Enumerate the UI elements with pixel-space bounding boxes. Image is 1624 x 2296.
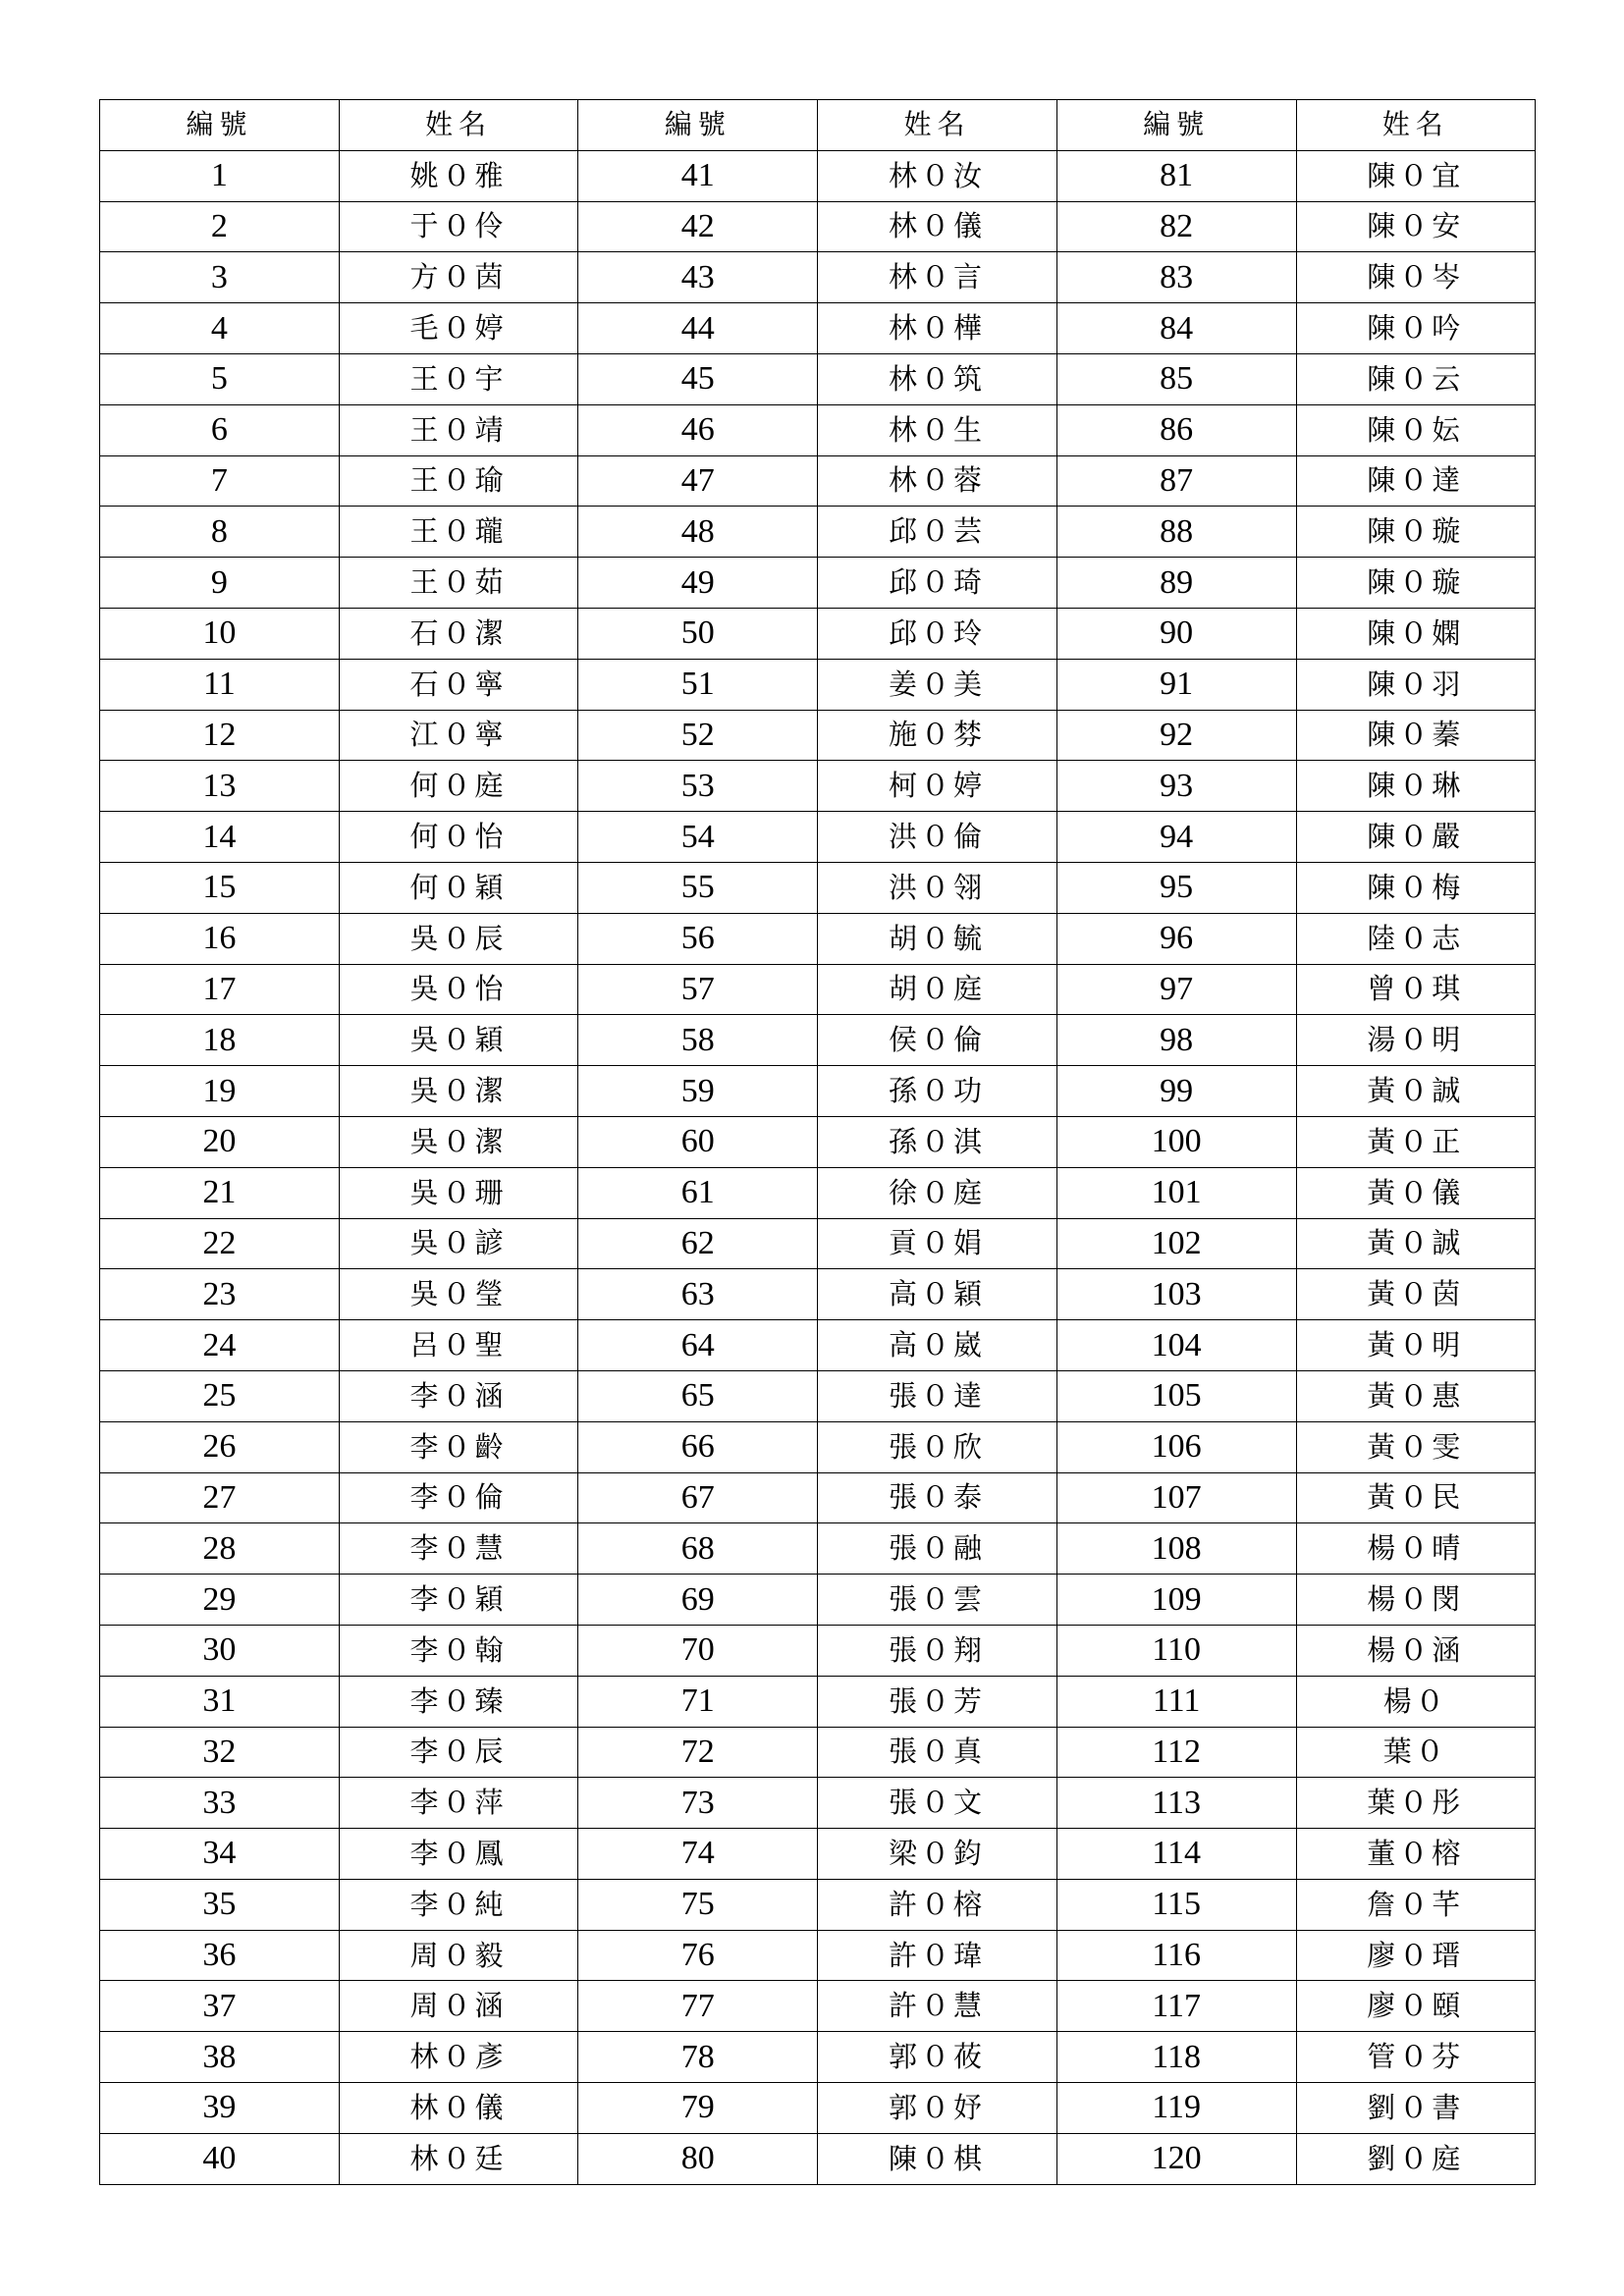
table-row	[100, 1981, 1536, 2032]
cell-number: 53	[578, 761, 818, 812]
cell-name: 曾０琪	[1296, 964, 1535, 1015]
cell-number: 90	[1056, 608, 1296, 659]
cell-name: 劉０書	[1296, 2083, 1535, 2134]
cell-number: 16	[100, 913, 340, 964]
cell-name: 洪０翎	[818, 862, 1057, 913]
table-header	[100, 100, 1536, 151]
cell-number: 69	[578, 1575, 818, 1626]
cell-number: 36	[100, 1930, 340, 1981]
table-row	[100, 913, 1536, 964]
cell-name: 張０達	[818, 1370, 1057, 1421]
cell-number: 120	[1056, 2133, 1296, 2184]
cell-name: 郭０莜	[818, 2032, 1057, 2083]
cell-name: 李０辰	[339, 1727, 578, 1778]
cell-name: 張０文	[818, 1778, 1057, 1829]
cell-number: 17	[100, 964, 340, 1015]
cell-number: 54	[578, 812, 818, 863]
cell-name: 張０翔	[818, 1625, 1057, 1676]
cell-number: 70	[578, 1625, 818, 1676]
cell-number: 55	[578, 862, 818, 913]
cell-number: 33	[100, 1778, 340, 1829]
cell-number: 65	[578, 1370, 818, 1421]
cell-number: 24	[100, 1320, 340, 1371]
cell-name: 楊０	[1296, 1676, 1535, 1727]
cell-number: 15	[100, 862, 340, 913]
table-row	[100, 1575, 1536, 1626]
header-row	[100, 100, 1536, 151]
cell-name: 黃０誠	[1296, 1218, 1535, 1269]
cell-name: 黃０雯	[1296, 1421, 1535, 1472]
cell-name: 李０鳳	[339, 1829, 578, 1880]
cell-name: 林０言	[818, 252, 1057, 303]
roster-table	[99, 99, 1536, 2185]
cell-name: 吳０諺	[339, 1218, 578, 1269]
cell-name: 李０臻	[339, 1676, 578, 1727]
cell-name: 呂０聖	[339, 1320, 578, 1371]
cell-name: 林０儀	[818, 201, 1057, 252]
cell-name: 許０瑋	[818, 1930, 1057, 1981]
cell-number: 40	[100, 2133, 340, 2184]
cell-name: 侯０倫	[818, 1015, 1057, 1066]
cell-name: 黃０明	[1296, 1320, 1535, 1371]
table-row	[100, 558, 1536, 609]
header-name: 姓名	[818, 100, 1057, 151]
table-row	[100, 1676, 1536, 1727]
cell-name: 邱０玲	[818, 608, 1057, 659]
cell-number: 61	[578, 1167, 818, 1218]
cell-number: 50	[578, 608, 818, 659]
cell-number: 111	[1056, 1676, 1296, 1727]
cell-number: 13	[100, 761, 340, 812]
cell-name: 楊０晴	[1296, 1523, 1535, 1575]
cell-name: 何０穎	[339, 862, 578, 913]
cell-name: 詹０芊	[1296, 1879, 1535, 1930]
table-row	[100, 659, 1536, 710]
cell-number: 63	[578, 1269, 818, 1320]
cell-number: 86	[1056, 404, 1296, 455]
cell-number: 45	[578, 353, 818, 404]
cell-number: 19	[100, 1066, 340, 1117]
cell-name: 吳０潔	[339, 1116, 578, 1167]
cell-number: 85	[1056, 353, 1296, 404]
cell-number: 43	[578, 252, 818, 303]
cell-number: 20	[100, 1116, 340, 1167]
cell-number: 78	[578, 2032, 818, 2083]
table-row	[100, 2032, 1536, 2083]
cell-number: 2	[100, 201, 340, 252]
cell-name: 陳０蓁	[1296, 710, 1535, 761]
table-row	[100, 2083, 1536, 2134]
cell-number: 12	[100, 710, 340, 761]
table-row	[100, 2133, 1536, 2184]
table-body	[100, 150, 1536, 2184]
cell-name: 許０慧	[818, 1981, 1057, 2032]
cell-name: 林０廷	[339, 2133, 578, 2184]
cell-number: 101	[1056, 1167, 1296, 1218]
cell-number: 76	[578, 1930, 818, 1981]
cell-name: 葉０	[1296, 1727, 1535, 1778]
cell-number: 59	[578, 1066, 818, 1117]
cell-name: 何０怡	[339, 812, 578, 863]
cell-number: 81	[1056, 150, 1296, 201]
cell-number: 112	[1056, 1727, 1296, 1778]
cell-name: 林０儀	[339, 2083, 578, 2134]
cell-number: 66	[578, 1421, 818, 1472]
cell-name: 吳０穎	[339, 1015, 578, 1066]
cell-number: 71	[578, 1676, 818, 1727]
cell-number: 14	[100, 812, 340, 863]
cell-name: 林０汝	[818, 150, 1057, 201]
cell-name: 胡０毓	[818, 913, 1057, 964]
cell-name: 董０榕	[1296, 1829, 1535, 1880]
cell-name: 李０純	[339, 1879, 578, 1930]
table-row	[100, 1269, 1536, 1320]
cell-number: 1	[100, 150, 340, 201]
cell-name: 吳０珊	[339, 1167, 578, 1218]
cell-name: 陳０嫻	[1296, 608, 1535, 659]
cell-name: 姜０美	[818, 659, 1057, 710]
cell-name: 陳０安	[1296, 201, 1535, 252]
table-row	[100, 1625, 1536, 1676]
cell-number: 60	[578, 1116, 818, 1167]
cell-number: 103	[1056, 1269, 1296, 1320]
cell-name: 葉０彤	[1296, 1778, 1535, 1829]
header-name: 姓名	[339, 100, 578, 151]
cell-number: 4	[100, 303, 340, 354]
cell-number: 73	[578, 1778, 818, 1829]
cell-name: 柯０婷	[818, 761, 1057, 812]
cell-number: 118	[1056, 2032, 1296, 2083]
cell-number: 18	[100, 1015, 340, 1066]
cell-number: 68	[578, 1523, 818, 1575]
cell-name: 王０靖	[339, 404, 578, 455]
cell-number: 88	[1056, 507, 1296, 558]
cell-number: 87	[1056, 455, 1296, 507]
cell-name: 吳０潔	[339, 1066, 578, 1117]
cell-number: 51	[578, 659, 818, 710]
cell-number: 116	[1056, 1930, 1296, 1981]
cell-name: 貢０娟	[818, 1218, 1057, 1269]
cell-number: 32	[100, 1727, 340, 1778]
cell-name: 黃０正	[1296, 1116, 1535, 1167]
cell-number: 29	[100, 1575, 340, 1626]
cell-name: 陳０嚴	[1296, 812, 1535, 863]
cell-name: 張０欣	[818, 1421, 1057, 1472]
cell-name: 邱０琦	[818, 558, 1057, 609]
cell-name: 林０筑	[818, 353, 1057, 404]
table-row	[100, 1930, 1536, 1981]
cell-number: 62	[578, 1218, 818, 1269]
cell-number: 94	[1056, 812, 1296, 863]
cell-number: 82	[1056, 201, 1296, 252]
header-number: 編號	[100, 100, 340, 151]
table-row	[100, 710, 1536, 761]
cell-number: 67	[578, 1472, 818, 1523]
cell-number: 79	[578, 2083, 818, 2134]
cell-number: 110	[1056, 1625, 1296, 1676]
cell-name: 陳０梅	[1296, 862, 1535, 913]
cell-name: 高０崴	[818, 1320, 1057, 1371]
cell-name: 陳０璇	[1296, 507, 1535, 558]
cell-name: 梁０鈞	[818, 1829, 1057, 1880]
cell-name: 王０宇	[339, 353, 578, 404]
cell-name: 劉０庭	[1296, 2133, 1535, 2184]
cell-number: 25	[100, 1370, 340, 1421]
table-row	[100, 1167, 1536, 1218]
cell-number: 93	[1056, 761, 1296, 812]
header-number: 編號	[1056, 100, 1296, 151]
cell-name: 陳０棋	[818, 2133, 1057, 2184]
cell-number: 56	[578, 913, 818, 964]
cell-number: 72	[578, 1727, 818, 1778]
cell-name: 陳０琳	[1296, 761, 1535, 812]
cell-number: 46	[578, 404, 818, 455]
table-row	[100, 404, 1536, 455]
cell-number: 99	[1056, 1066, 1296, 1117]
cell-number: 48	[578, 507, 818, 558]
cell-number: 102	[1056, 1218, 1296, 1269]
cell-number: 97	[1056, 964, 1296, 1015]
cell-number: 114	[1056, 1829, 1296, 1880]
cell-name: 黃０茵	[1296, 1269, 1535, 1320]
cell-number: 119	[1056, 2083, 1296, 2134]
cell-number: 28	[100, 1523, 340, 1575]
table-row	[100, 1879, 1536, 1930]
cell-number: 107	[1056, 1472, 1296, 1523]
cell-name: 林０蓉	[818, 455, 1057, 507]
cell-name: 陳０宜	[1296, 150, 1535, 201]
cell-name: 陳０璇	[1296, 558, 1535, 609]
cell-number: 74	[578, 1829, 818, 1880]
cell-name: 林０生	[818, 404, 1057, 455]
cell-number: 57	[578, 964, 818, 1015]
cell-name: 施０棼	[818, 710, 1057, 761]
table-row	[100, 1015, 1536, 1066]
table-row	[100, 761, 1536, 812]
cell-number: 41	[578, 150, 818, 201]
cell-name: 管０芬	[1296, 2032, 1535, 2083]
cell-name: 李０倫	[339, 1472, 578, 1523]
table-row	[100, 1778, 1536, 1829]
cell-number: 109	[1056, 1575, 1296, 1626]
table-row	[100, 201, 1536, 252]
table-row	[100, 1421, 1536, 1472]
cell-number: 9	[100, 558, 340, 609]
table-row	[100, 862, 1536, 913]
table-row	[100, 1218, 1536, 1269]
cell-name: 于０伶	[339, 201, 578, 252]
header-number: 編號	[578, 100, 818, 151]
table-row	[100, 1370, 1536, 1421]
table-row	[100, 964, 1536, 1015]
cell-number: 22	[100, 1218, 340, 1269]
cell-number: 89	[1056, 558, 1296, 609]
cell-number: 77	[578, 1981, 818, 2032]
table-row	[100, 1066, 1536, 1117]
cell-number: 84	[1056, 303, 1296, 354]
cell-name: 張０融	[818, 1523, 1057, 1575]
table-row	[100, 812, 1536, 863]
table-row	[100, 303, 1536, 354]
cell-number: 92	[1056, 710, 1296, 761]
cell-name: 周０涵	[339, 1981, 578, 2032]
cell-name: 湯０明	[1296, 1015, 1535, 1066]
table-row	[100, 252, 1536, 303]
cell-name: 李０翰	[339, 1625, 578, 1676]
cell-number: 23	[100, 1269, 340, 1320]
cell-number: 91	[1056, 659, 1296, 710]
cell-name: 陳０吟	[1296, 303, 1535, 354]
cell-number: 6	[100, 404, 340, 455]
cell-number: 42	[578, 201, 818, 252]
cell-number: 27	[100, 1472, 340, 1523]
table-row	[100, 1116, 1536, 1167]
cell-number: 83	[1056, 252, 1296, 303]
cell-name: 吳０瑩	[339, 1269, 578, 1320]
cell-name: 孫０功	[818, 1066, 1057, 1117]
cell-name: 黃０誠	[1296, 1066, 1535, 1117]
cell-number: 100	[1056, 1116, 1296, 1167]
cell-number: 113	[1056, 1778, 1296, 1829]
table-row	[100, 455, 1536, 507]
cell-number: 37	[100, 1981, 340, 2032]
cell-name: 張０芳	[818, 1676, 1057, 1727]
cell-name: 李０慧	[339, 1523, 578, 1575]
cell-number: 21	[100, 1167, 340, 1218]
cell-number: 10	[100, 608, 340, 659]
cell-name: 王０瑜	[339, 455, 578, 507]
cell-name: 林０樺	[818, 303, 1057, 354]
cell-name: 林０彥	[339, 2032, 578, 2083]
cell-name: 許０榕	[818, 1879, 1057, 1930]
cell-number: 31	[100, 1676, 340, 1727]
cell-number: 95	[1056, 862, 1296, 913]
cell-name: 吳０辰	[339, 913, 578, 964]
cell-name: 楊０涵	[1296, 1625, 1535, 1676]
cell-number: 104	[1056, 1320, 1296, 1371]
table-row	[100, 1320, 1536, 1371]
cell-number: 52	[578, 710, 818, 761]
cell-number: 5	[100, 353, 340, 404]
cell-name: 楊０閔	[1296, 1575, 1535, 1626]
cell-name: 李０齡	[339, 1421, 578, 1472]
cell-name: 黃０儀	[1296, 1167, 1535, 1218]
cell-name: 方０茵	[339, 252, 578, 303]
cell-name: 李０涵	[339, 1370, 578, 1421]
table-row	[100, 1829, 1536, 1880]
cell-name: 張０真	[818, 1727, 1057, 1778]
cell-name: 王０茹	[339, 558, 578, 609]
cell-name: 郭０妤	[818, 2083, 1057, 2134]
table-row	[100, 608, 1536, 659]
cell-number: 38	[100, 2032, 340, 2083]
table-row	[100, 353, 1536, 404]
cell-name: 周０毅	[339, 1930, 578, 1981]
cell-number: 49	[578, 558, 818, 609]
cell-number: 96	[1056, 913, 1296, 964]
cell-name: 張０泰	[818, 1472, 1057, 1523]
cell-name: 李０穎	[339, 1575, 578, 1626]
table-row	[100, 507, 1536, 558]
cell-number: 105	[1056, 1370, 1296, 1421]
table-row	[100, 1472, 1536, 1523]
cell-name: 吳０怡	[339, 964, 578, 1015]
cell-name: 何０庭	[339, 761, 578, 812]
cell-name: 江０寧	[339, 710, 578, 761]
cell-name: 陳０云	[1296, 353, 1535, 404]
cell-name: 陸０志	[1296, 913, 1535, 964]
cell-number: 30	[100, 1625, 340, 1676]
cell-number: 26	[100, 1421, 340, 1472]
cell-number: 106	[1056, 1421, 1296, 1472]
cell-name: 廖０頤	[1296, 1981, 1535, 2032]
cell-number: 115	[1056, 1879, 1296, 1930]
cell-name: 陳０妘	[1296, 404, 1535, 455]
cell-number: 108	[1056, 1523, 1296, 1575]
header-name: 姓名	[1296, 100, 1535, 151]
cell-number: 8	[100, 507, 340, 558]
cell-name: 廖０瑨	[1296, 1930, 1535, 1981]
cell-name: 陳０羽	[1296, 659, 1535, 710]
cell-number: 98	[1056, 1015, 1296, 1066]
table-row	[100, 1523, 1536, 1575]
cell-name: 姚０雅	[339, 150, 578, 201]
cell-name: 張０雲	[818, 1575, 1057, 1626]
cell-name: 陳０岑	[1296, 252, 1535, 303]
cell-number: 34	[100, 1829, 340, 1880]
cell-name: 黃０惠	[1296, 1370, 1535, 1421]
cell-name: 高０穎	[818, 1269, 1057, 1320]
cell-name: 石０寧	[339, 659, 578, 710]
cell-number: 3	[100, 252, 340, 303]
cell-name: 邱０芸	[818, 507, 1057, 558]
cell-name: 毛０婷	[339, 303, 578, 354]
cell-number: 75	[578, 1879, 818, 1930]
cell-name: 黃０民	[1296, 1472, 1535, 1523]
cell-name: 李０萍	[339, 1778, 578, 1829]
cell-name: 石０潔	[339, 608, 578, 659]
cell-number: 44	[578, 303, 818, 354]
cell-number: 58	[578, 1015, 818, 1066]
cell-name: 胡０庭	[818, 964, 1057, 1015]
cell-number: 35	[100, 1879, 340, 1930]
cell-name: 陳０達	[1296, 455, 1535, 507]
cell-name: 洪０倫	[818, 812, 1057, 863]
cell-number: 117	[1056, 1981, 1296, 2032]
cell-number: 7	[100, 455, 340, 507]
cell-number: 11	[100, 659, 340, 710]
cell-number: 47	[578, 455, 818, 507]
cell-number: 39	[100, 2083, 340, 2134]
table-row	[100, 1727, 1536, 1778]
cell-name: 孫０淇	[818, 1116, 1057, 1167]
cell-name: 徐０庭	[818, 1167, 1057, 1218]
cell-number: 80	[578, 2133, 818, 2184]
table-row	[100, 150, 1536, 201]
cell-number: 64	[578, 1320, 818, 1371]
cell-name: 王０瓏	[339, 507, 578, 558]
